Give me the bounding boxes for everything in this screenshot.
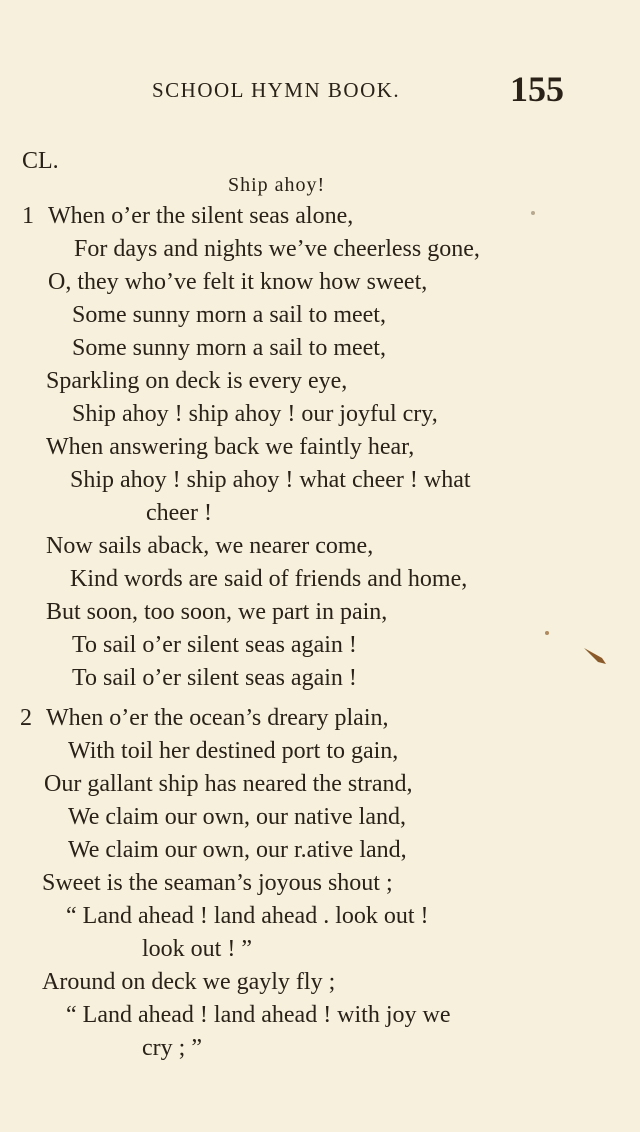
hymn-line: Some sunny morn a sail to meet, <box>72 302 386 328</box>
hymn-line: When o’er the silent seas alone, <box>48 203 354 229</box>
running-head: SCHOOL HYMN BOOK. <box>152 78 401 102</box>
hymn-line: For days and nights we’ve cheerless gone, <box>74 236 480 262</box>
hymn-line: Sparkling on deck is every eye, <box>46 368 348 394</box>
paper-speck <box>543 629 551 637</box>
hymn-line: Some sunny morn a sail to meet, <box>72 335 386 361</box>
hymn-line: When answering back we faintly hear, <box>46 434 415 460</box>
verse-number: 1 <box>22 203 34 229</box>
hymn-line: Ship ahoy ! ship ahoy ! our joyful cry, <box>72 401 438 427</box>
hymn-line: To sail o’er silent seas again ! <box>72 632 357 658</box>
hymn-line: When o’er the ocean’s dreary plain, <box>46 705 389 731</box>
page-number: 155 <box>510 69 564 109</box>
hymn-line: Kind words are said of friends and home, <box>70 566 468 592</box>
hymn-line: Our gallant ship has neared the strand, <box>44 771 413 797</box>
hymn-line: Around on deck we gayly fly ; <box>42 969 336 995</box>
hymn-line: Now sails aback, we nearer come, <box>46 533 374 559</box>
verse-number: 2 <box>20 705 32 731</box>
hymn-line: cheer ! <box>146 500 212 526</box>
hymn-line: “ Land ahead ! land ahead . look out ! <box>66 903 429 929</box>
hymn-line: Ship ahoy ! ship ahoy ! what cheer ! what <box>70 467 471 493</box>
hymn-line: O, they who’ve felt it know how sweet, <box>48 269 428 295</box>
hymn-line: But soon, too soon, we part in pain, <box>46 599 388 625</box>
ink-smudge-mark <box>582 644 610 668</box>
hymn-number: CL. <box>22 148 59 174</box>
hymn-line: Sweet is the seaman’s joyous shout ; <box>42 870 393 896</box>
hymn-line: With toil her destined port to gain, <box>68 738 399 764</box>
hymn-line: We claim our own, our r.ative land, <box>68 837 407 863</box>
hymn-line: look out ! ” <box>142 936 252 962</box>
hymn-line: We claim our own, our native land, <box>68 804 406 830</box>
hymn-line: cry ; ” <box>142 1035 202 1061</box>
hymn-title: Ship ahoy! <box>228 174 326 196</box>
hymn-line: To sail o’er silent seas again ! <box>72 665 357 691</box>
hymn-line: “ Land ahead ! land ahead ! with joy we <box>66 1002 451 1028</box>
paper-speck <box>529 209 537 217</box>
